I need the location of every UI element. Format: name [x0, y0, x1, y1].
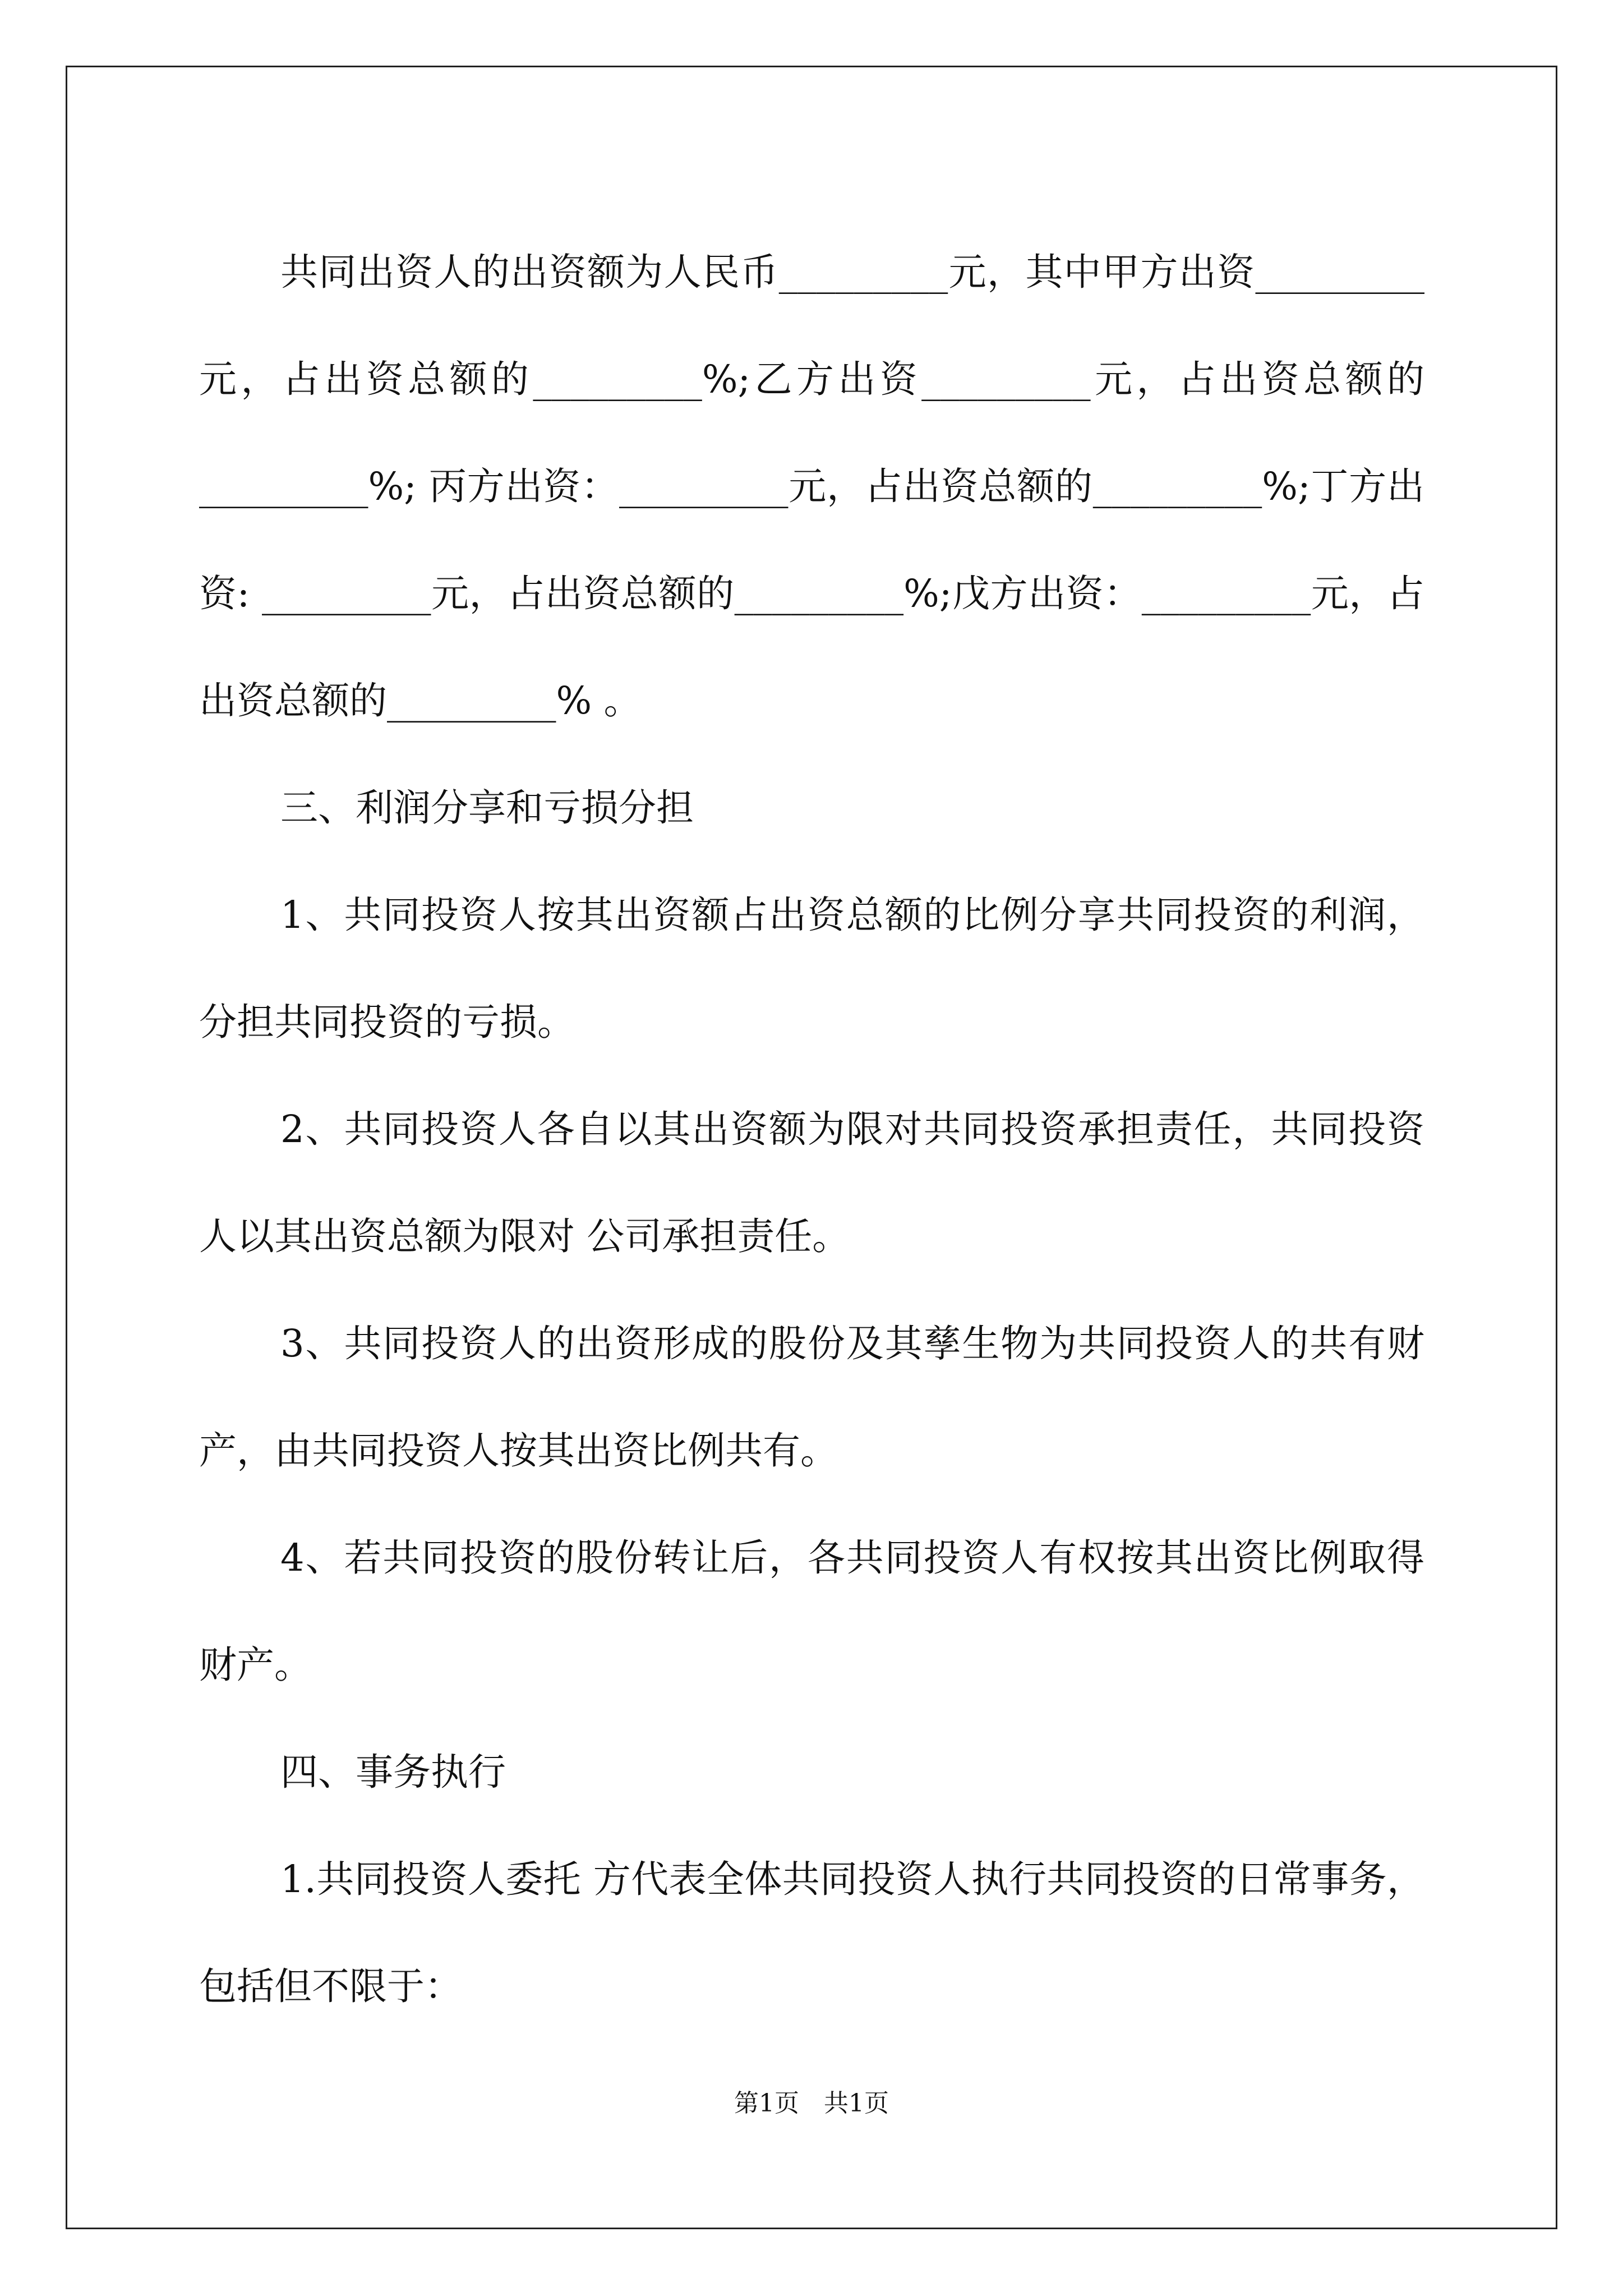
paragraph-capital-contribution: 共同出资人的出资额为人民币_________元，其中甲方出资_________元，占出资总额的_________%;乙方出资_________元，占出资总额的_________%; 丙方出资：_________元，占出资总额的_________%;丁方出资: _________元，占出资总额的_________%;戊方出资：_________元，占出资总额的_________% 。 — [199, 250, 1424, 723]
clause-entrusted-affairs: 1.共同投资人委托 方代表全体共同投资人执行共同投资的日常事务，包括但不限于： — [199, 1857, 1424, 2008]
clause-joint-property: 3、共同投资人的出资形成的股份及其孳生物为共同投资人的共有财产，由共同投资人按其出资比例共有。 — [199, 1322, 1424, 1473]
section-heading-affairs: 四、事务执行 — [280, 1750, 506, 1794]
page-number-footer: 第1页 共1页 — [734, 2089, 889, 2118]
clause-share-transfer: 4、若共同投资的股份转让后，各共同投资人有权按其出资比例取得财产。 — [199, 1536, 1424, 1687]
document-body — [199, 219, 1424, 2040]
clause-liability: 2、共同投资人各自以其出资额为限对共同投资承担责任，共同投资人以其出资总额为限对 公司承担责任。 — [199, 1107, 1424, 1258]
section-heading-profit-loss: 三、利润分享和亏损分担 — [280, 786, 694, 830]
clause-profit-sharing: 1、共同投资人按其出资额占出资总额的比例分享共同投资的利润，分担共同投资的亏损。 — [199, 893, 1424, 1044]
